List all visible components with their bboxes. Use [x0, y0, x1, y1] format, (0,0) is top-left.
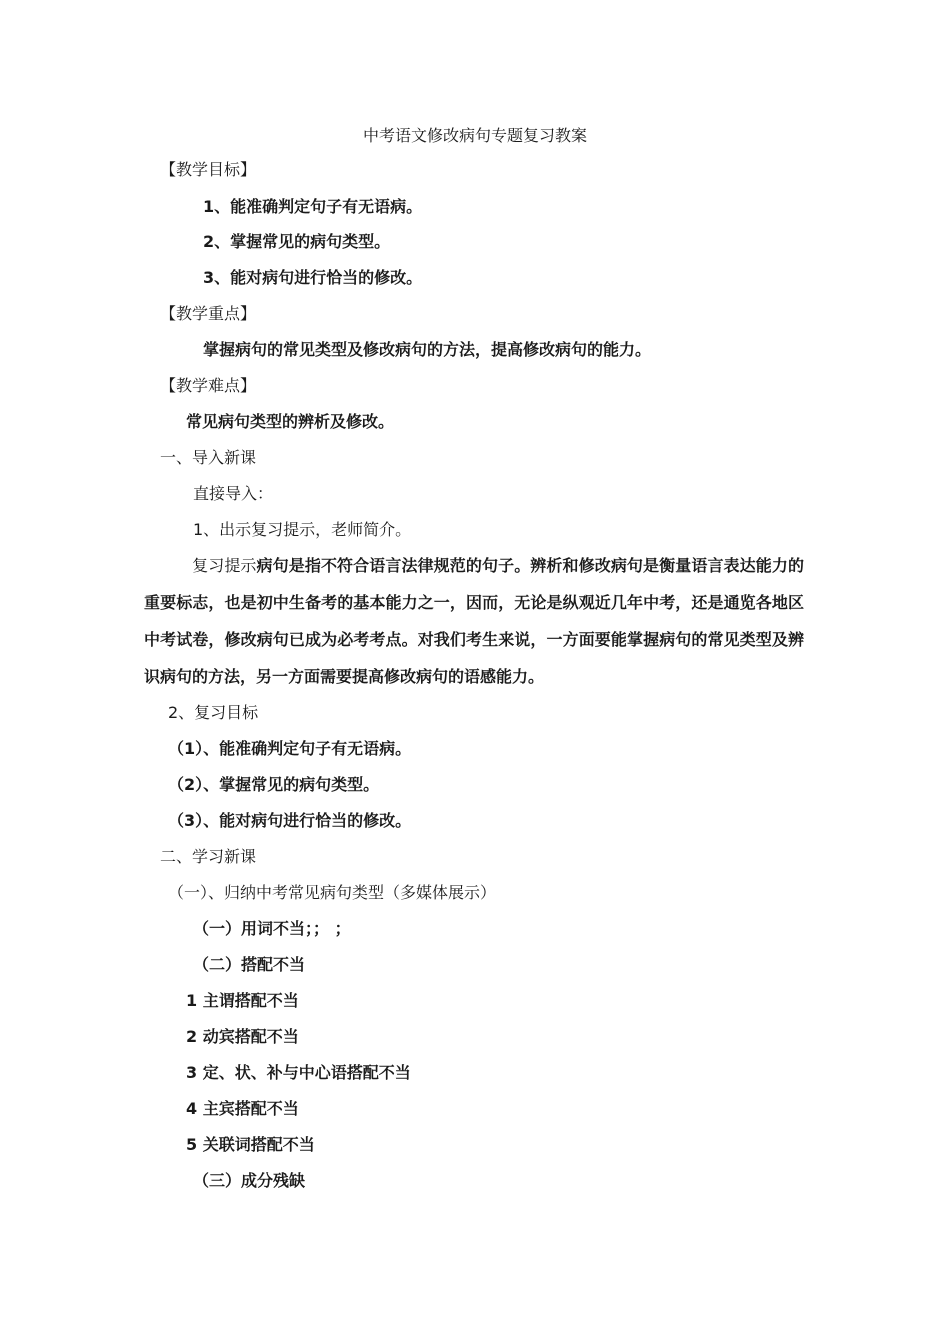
- document-title: 中考语文修改病句专题复习教案: [362, 126, 587, 145]
- teaching-difficulty-text: 常见病句类型的辨析及修改。: [186, 412, 395, 431]
- teaching-goal-item: 3、能对病句进行恰当的修改。: [203, 268, 423, 287]
- review-tip-text: 病句是指不符合语言法律规范的句子。辨析和修改病句是衡量语言表达能力的重要标志，也是初中生备考的基本能力之一，因而，无论是纵观近几年中考，还是通览各地区中考试卷，修改病句已成为必考考点。对我们考生来说，一方面要能掌握病句的常见类型及辨识病句的方法，另一方面需要提高修改病句的语感能力。: [144, 556, 804, 686]
- error-type-3: （三）成分残缺: [193, 1171, 306, 1190]
- teaching-difficulty-heading: 【教学难点】: [160, 376, 257, 395]
- error-type-2: （二）搭配不当: [193, 955, 306, 974]
- review-goal-item: （1）、能准确判定句子有无语病。: [168, 739, 412, 758]
- teaching-goal-item: 2、掌握常见的病句类型。: [203, 232, 391, 251]
- error-subtype: 1 主谓搭配不当: [186, 991, 299, 1010]
- error-type-1: （一）用词不当；； ；: [193, 919, 351, 938]
- part1-heading: 一、导入新课: [160, 448, 257, 467]
- part1-step1: 1、出示复习提示，老师简介。: [193, 520, 412, 539]
- review-goal-item: （3）、能对病句进行恰当的修改。: [168, 811, 412, 830]
- teaching-focus-text: 掌握病句的常见类型及修改病句的方法，提高修改病句的能力。: [203, 340, 652, 359]
- teaching-focus-heading: 【教学重点】: [160, 304, 257, 323]
- error-subtype: 2 动宾搭配不当: [186, 1027, 299, 1046]
- error-subtype: 5 关联词搭配不当: [186, 1135, 315, 1154]
- part1-intro: 直接导入：: [193, 484, 274, 503]
- teaching-goals-heading: 【教学目标】: [160, 160, 257, 179]
- review-tip-paragraph: [144, 547, 804, 695]
- part1-step2: 2、复习目标: [168, 703, 259, 722]
- teaching-goal-item: 1、能准确判定句子有无语病。: [203, 197, 423, 216]
- review-tip-label: 复习提示: [192, 556, 257, 575]
- review-goal-item: （2）、掌握常见的病句类型。: [168, 775, 380, 794]
- part2-heading: 二、学习新课: [160, 847, 257, 866]
- error-subtype: 4 主宾搭配不当: [186, 1099, 299, 1118]
- error-subtype: 3 定、状、补与中心语搭配不当: [186, 1063, 411, 1082]
- part2-section1: （一）、归纳中考常见病句类型（多媒体展示）: [168, 883, 497, 902]
